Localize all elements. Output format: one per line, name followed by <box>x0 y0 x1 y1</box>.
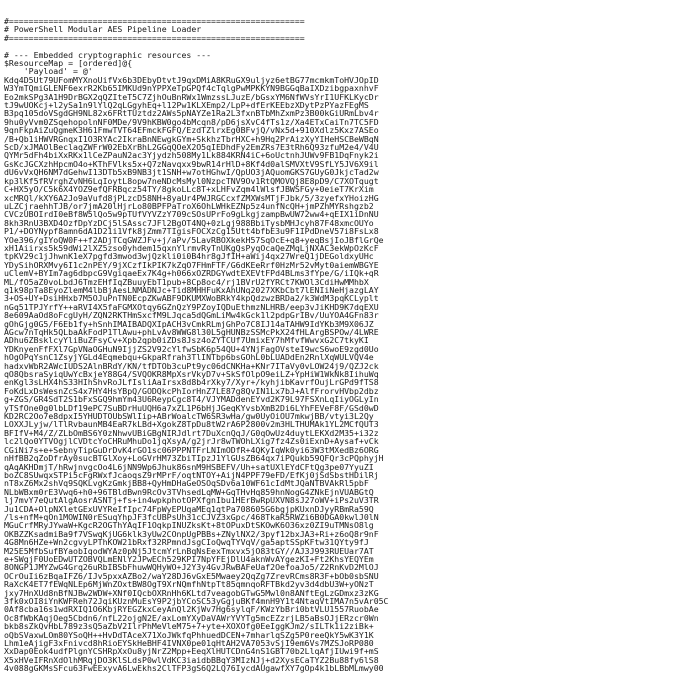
payload-line: W3YmTQmiGLENF6exrR2Kb65IMKUd9nYPPXeTpGPQf4cTqlgPwMPKKYN9BGGqBaIXDzibgpaxnhvF <box>4 83 379 94</box>
payload-line: qO8QbsraSyiqUwYcBxjeY88G4/SVQOKR8MpXsrVkyD7v+SkSfOlpO9eiLZ+YpHiW1WkNk8IihuWq <box>4 369 379 380</box>
payload-line: q1k98pTa8EyoZlemM4lbBjAesLNMADNJc+Tid8MHHFuKxAhUNq2027XKbCbt7lENIiNeHjazgLAY <box>4 284 379 295</box>
payload-line: ScD/xJMAOlBeclaqZWFrW02EbXrBhL2GGqQOeX2O5qIEDhdFy2EmZRs7E3tRh6Q93zfuM2e4/V4U <box>4 142 379 153</box>
payload-line: tpKV29c1jJhwnK1eX7pgfd3mwod3wjQzkli0i0B4hr8gJfIH+aWij4qx27WreQ1jDEGoldxyUHc <box>4 251 374 262</box>
payload-line: MGuCrfMRyJYwaW+KgcR2OGThYAqIF1OqkpINUZksKt+8tOPuxDtSKOwK6O36xz0ZI9uTMNsO8lg <box>4 520 374 531</box>
payload-declaration: 'Payload' = @' <box>4 66 93 77</box>
payload-line: YDKnyenFfFXl7GpVNaOGHuN9IjjZS2V92cYlfwSbK6p54QU+4YNjFagOVsteI9wcS6woE9zgd0Uo <box>4 343 379 354</box>
payload-line: 0Af8cba16s1wdRXIQ1O6KbjRYEGZkxCeyAnQl2KjWv7Hg6sylqF/KWzYbBri0btVLU1557RuobAe <box>4 604 379 615</box>
resource-map-declaration: $ResourceMap = [ordered]@{ <box>4 58 133 69</box>
payload-line: hOgOPqYsnC1ZsyjYGLd4Eqmebqu+GkpaRfrah3TlINTbp6bsGOhL0bLUADdEn2RnlXqWULVQV4e <box>4 352 374 363</box>
payload-line: CVCzUBOIrdI0eBf8W5lQo5w9pTUfVYVZzY709cSOsUPrFo9gLkgjzampBwUW72ww4+qEIX1iDnNU <box>4 209 379 220</box>
payload-line: OKBZZKsadmiBa9f7VSwqKjUG6klk3yUw2COnpUgPBBs+ZNylNX2/3pyf12bxJA3+Ri+z6oQ8r9nF <box>4 528 379 539</box>
payload-line: KD2RC2Oo7e8dpxI5YHUDTOUbSWlIip+ABrWoalcTW6SR3wHa/gw0UyOiOU7mkwjBB/vtyi3L2Qy <box>4 411 374 422</box>
header-rule-bottom: #============================================================ <box>4 32 305 43</box>
payload-line: qAqAKHDmjT/hRwjnvgcOo4L6jNN9Wp6Jhuk86snM9HSBEFV/Uh+satUXlEYdCFtQg3pe07YyuZI <box>4 461 374 472</box>
payload-line: gOhGjg0G5/F6Eb1fy+hSnhIMAIBADQXIpACH3vCmkRLmjGhPo7C8IJ14aTAHW9IdYKb3M9X06JZ <box>4 318 374 329</box>
payload-line: oQbSVaxwLOm80YSoQH++HvDdTAceX71XoJWkfqPhhuedDCEN+7mharlqSZg5P0reeQkY5wK3Y1K <box>4 629 374 640</box>
payload-line: nHfBB2qZoDfrAy0sucBTGlXoy+LoGVrHM73ZbiTIpzJ1YlGUsZB64qx7iPQukb59QFQr3cPQphyjH <box>4 453 384 464</box>
payload-line: 8kh3RnU3BXD4OzfDpYzDCj5lSAssc7JFl2BgOT4NQ+0zLgj988BbiTysbMHJcyh87F48xmcOUYo <box>4 217 374 228</box>
payload-line: OCrOuIi6zBqaIFZ6/IJv5pxxAZBo2/waY28DJ6vGxE5Mwaey2QqZg7ZrevRCms8R3F+bOb0sbSNU <box>4 570 379 581</box>
payload-line: g+ZGS/GR4SdT2S1bFxSGQ9hmYm43U6ReypCgc8T4/VJYMADdenEYvd2K79L97FSXnLqIiyOGLyIn <box>4 394 379 405</box>
payload-line: 9hu0yVvm0ZSqehopolnNF0MDe/9V9hKBW0go4bMcqn8/pD6jsXvC4fTs1z/Xa4ETxCaiTn7TC5FD <box>4 116 379 127</box>
payload-line: xcMRQl/kXY6A2Jo9aVufd8jPLzcD58NH+8yaUr4PWJRGCcxfZMXWsMTjFJbk/5/3zyefxYHoizHG <box>4 192 379 203</box>
payload-line: 4v088gGKMsSFcu63FwEExyvA6LwEkhs2ClTFP3gS6Q2LQ76IycdAUgawfXY7gOp4k1bLBbMLmwy00 <box>4 663 384 674</box>
payload-block <box>4 76 700 673</box>
payload-line: 3+OS+UY+DsiHHxb7M5OJuPnTN0EcpZKwABF9DKUMXWoBRkY4kpQdzwzBRDa2/k3WdM3pqKCLyplt <box>4 293 379 304</box>
payload-line: RaXcK4ET7fEWqNLEp6MjWnZOxtBW8OgT9XrNQmfhNtpTt85qmnqoRFTBkd2yv3d4dbU3W+yONzT <box>4 579 374 590</box>
payload-line: AGcw7nTqHk5QLbaAkFodP1TlAwu+phLvAv8WWG8l30L5gHUNBzSSMcPkX24fHLArgBSPOw/4LWRE <box>4 327 379 338</box>
payload-line: nGq51TPJYrfY++aRVI4X5faFGMXOtqy6GZnQzY9PZoyIQDuEthmzNLHRB/eep3vJiKHD9K7dqEXU <box>4 301 379 312</box>
payload-line: hadxvWbR2AWcIUDS2AlnBRdY/KN/tfDTOb3cuPt9yc06dCNKHa+KNr7ITaVy0vLOW24j9/QZJ2ck <box>4 360 379 371</box>
payload-line: FoKdLxDsWesnZcS4x7HY4HsYBpQ/GODQkcPhIorHnZ7LE87g8QvIN1Lx7bJ+AlfFrorvHVbp2dbz <box>4 385 379 396</box>
payload-line: kp3lKf5fRVrghZvNH6LqIoytL8opw7neNDcMsMyl0NzpcTNV9Ov1RtQMOVQj8E8pD9/C7XOTqugt <box>4 175 379 186</box>
payload-line: ADhu6ZBsklcyYliBuZFsyCv+Xpb2qpb0iZDs8Jsz4oZYTCUf7UmixEY7hMfvfWwvxG2C7tkyKI <box>4 335 369 346</box>
payload-line: jxy7HnXUd8nBfNJBw2WDW+XNf0IQcbOXRnHh6KLtd7veagobGTwG5Mwl0n8ANftEgLzGDmxz3zKG <box>4 587 379 598</box>
payload-line: lc2lQo0YTVOgjlCVDtcYoCHRuMhuDo1jqXsyA/g2jrJr8wTWOhLXig7fz4Zs0iExnD+Aysaf+vCk <box>4 436 379 447</box>
payload-line: CGiNi7s+e+SebnyTipGuDrDvK4rGO1sc06PPPNTFrLNImODfR+4QKyIqWk0yi63W3tMXedBz6ORG <box>4 444 379 455</box>
payload-line: Ju1CDA+OlpNXletGExUVYReIfIpc74FpWyEPUqaMEq1qtPa708605G6bgjpKUxnDJyyRBmRa59Q <box>4 503 374 514</box>
payload-line: Eo2mkSPg3A1H9DrBGX2qQZIteT5C7ZjhOuBnRWx1WmzssLJuzE/bGsxYM6NfWVsYrI1UFKLKycDr <box>4 91 379 102</box>
payload-line: XxDap0Eok4udfPlgnYCSHRpXxOu8yjNrZ2Mpp+EeqXlHUTCDnG4nS1GBT70b2LlqAfjIUwi9f+mS <box>4 646 379 657</box>
payload-line: GsKcJGCXzhHpcmO4o+KThFVlks5x+Q7zNavqxx9bwR14rHlD+8Kf4d0alSMVXtV9SfLY5JV6X9il <box>4 158 379 169</box>
payload-line: LOXXJLyjw/lTlRvbaunMB4EaR7kLBd+XgokZ8TpDu8tW2rA6P2800v2m3HLTHUMAk1YL2MCfQUT3 <box>4 419 379 430</box>
payload-line: YOe396/gIYoQW0F++f2ADjTCqGWZJFv+j/aPv/5LavRBOXkekH57SqOcE+q8+yeqBsjIoJBflGrQe <box>4 234 384 245</box>
payload-line: nT8xZ6Mx2shVq9SQKLvgKzGmkjBB8+QyHmDHaGeOSOqSDv6a10WF61cIdMtJQaNTBVAkRl5pbF <box>4 478 369 489</box>
payload-line: QYMr5dFh4biXxRKx1lCeZPauN2ac3Yjydzh508My1Lk884KRN4iC+6oUctnhJUWv9FB1DqFnyk2i <box>4 150 379 161</box>
payload-line: dU6vVxQH6NM7dGehwI13DTb5xB9NB3jt1SNH+w7otHGhwI/QpUO3jAQuomGKS7GUyG0JkjcTad2w <box>4 167 379 178</box>
payload-line: Lhm1eAjigF3xFnivcd8hRioEYSkHeBHF4IVNX0pe01qHtAH2VA7053vSjI9em6Vs7MZSJoRP080 <box>4 638 374 649</box>
header-title: # PowerShell Modular AES Pipeline Loader <box>4 24 202 35</box>
payload-line: C+HX5yO/C5k6X4YOZ9efQFRBqcz54TY/8gkoLLc8T+xLHFvZqm4lWlsfJBWSFGy+0eieT7KrXim <box>4 184 374 195</box>
payload-line: Oc8fWbKAqjOeg5Cbdn6/nfL22ojgN2E/axLomYXyDaVAWrYVYTg5mcEZzrjLB5aBsOJjERzcr0Wn <box>4 612 379 623</box>
payload-line: Kdq4D5Ut79UFomMYXnoUifVx6b3DEbyDtvtJ9qxDMiA8KRuGX9uljyz6etBG77mcmkmToHVJOpID <box>4 74 379 85</box>
payload-line: 4G8Mn6HZe+Wn2cgvyLPThKOW21bRxf32RPmndJsgCIoQwqTYVqV/ga5aptSSpKFtw31QYty9fJ <box>4 537 369 548</box>
payload-line: BFIfV+M4/Z/ZLbOmBS6Y0zNhwvUBiGBgNIRJdlrt7DuXcnQqJ/G0qOwUz4duytLEKXd2M35+i32z <box>4 427 379 438</box>
payload-line: 9qnFkpAiZuQgmeK3H61FmwTVT64EFmckFGFQ/EzdTZlrxEg0BFvjQ/vNx5d+910Xdlz5Kxz7ASEo <box>4 125 379 136</box>
payload-line: e+SWgjF0UoEDwUTZOBVQLmENlY2JPwECh529KPI7NpYFEjDlU4aknWvAYgezKI+Ft2KhsYEQYEm <box>4 553 374 564</box>
payload-line: enKgl3sLHX4hS33HIhShvRoJLfIsliAaIrsx8d8b4rXky7/Xyr+/kyhjibKavrfOujLrGPd9fTS8 <box>4 377 379 388</box>
payload-line: yTSfOne0g0lbLDf19ePC7SuBDrHuUQH6a7xZL1P6bHjJGeqKYvsbXmB2Di6LYhFEVeF8F/GSd0wD <box>4 402 379 413</box>
section-comment: # --- Embedded cryptographic resources --- <box>4 49 212 60</box>
header-rule-top: #============================================================ <box>4 16 305 26</box>
payload-line: 8ONGP1JMYZwG4Grq26uRbIBSbFhuwWQHyWO+J2Y3y4GvJRwBAFeUaf2OefoaJo5/Z2RnKvD2MlOJ <box>4 562 379 573</box>
payload-line: lj7mvY7eQutAlgAosrASNTj+fs+in4wpkphotOPXfgnIbu1HErBwRpUXVN8sJ27oWV+iPs2uV3TR <box>4 495 379 506</box>
payload-line: /B+Qb1iHWVRGnqxI1O3RYAc2IkraBnNEwgkGYm+SkkhzTbrHXC+h9Hq2PrAizXyYIHeHSCBeWBqN <box>4 133 379 144</box>
payload-line: B3pq105doVSgdGH9NL82x6FRtTUztdz2AWs5pNAYZe1Ra2L3fxnBTbMhZxmPz3B00kGiURmLbv4r <box>4 108 379 119</box>
payload-line: bkb8sZkQvHbL789z3sQ5aZbV2IlrPhMeVleM75+7+yte+XOXOfg0EeIggKJm2/sILTk1i2ziBk+ <box>4 621 374 632</box>
payload-line: 3fk0xOI8iYnKWFReh72JqiKUznMuEsY9P2jbYCoSC53yGgjuBKf4mnH9Y1t4NtaqVtIMA7n5vAr05C <box>4 596 389 607</box>
payload-line: P1/+DOYNypf8amn6dA1D21i1Vfk8jZmm7TIgisFOCXzCg15Utt4bfbE3u9F1IPdDneV57i8FsLx8 <box>4 226 379 237</box>
payload-line: uClemV+BYIm7ag6dbpcG9VgiqaeEx7K4g+h066xOZRDGYwdtEXEVtFPd4BLms3fYpe/G/iIQk+qR <box>4 268 379 279</box>
payload-line: 8e609AaOd8oFcgUyH/ZQN2RKTHmSxcfM9LJqca5dQGmLiMw4kGck1l2pdpGrIBv/UuYOA4GFn83r <box>4 310 379 321</box>
payload-line: xH1Aiirxs5k59dWi2lXZ5zso0yhdem15qxnYlrmvRyTnUKgQsPyqOcaQeZMqLjNXAC3ekWpOzKcF <box>4 242 379 253</box>
payload-line: NLbWBxm0rE3Vwq6+h0+96TBldBwn9RcOv3TVhsedLqMW+GqTHvHq859hnNogG4ZNkEjnVUABGtQ <box>4 486 374 497</box>
payload-line: M25E5MfbSufBYaobIqodWYAz0pNj5JtcmYrLnBqNsEexTmxvx5jO83tGY//AJ3J993RUEUar7AT <box>4 545 374 556</box>
payload-line: X5xHVeIFRnXdOlhMRqjDO3KlSLdsP0wlVdKC3iaidbBBqY3MIzNJj+d2XysECaTYZ2Bu88fy6lS8 <box>4 654 379 665</box>
payload-line: boZC8SUwqxSTPi5cFgRWxfJcaoqsZ9rMPrF/oqtNTOY+AijN4PPF79eFD/EfKj0jSdSbstHDilRj <box>4 469 379 480</box>
payload-line: uLZCjraehhTJB/or7jmA20lHjrLo80BPFPaTroX6OhLWHkEZNp5z4unfNcQH+jmPZhMYRshgzb2 <box>4 200 374 211</box>
payload-line: YDySihORXMvy6I1c2nPEY/9jXCzfIkPIK7kZqO7FHmFTF/G6dKEeRrf0HzMr52vMyt0aiemWBGYE <box>4 259 379 270</box>
payload-line: ML/fO5aZ0voLbdJ6TmzEHfIqZBuuyEbT1pub+8Cp8oc4/rj1BVrU2fYRCt7KWOl3CdiHwMMhbX <box>4 276 369 287</box>
payload-line: tJ9wUOKcj+l2ySa1n9lYlQ2qLGgyhEq+l12Pw1KLXEmp2/LpP+dfErKEEbzXDytPzPYazFEgMS <box>4 100 369 111</box>
payload-line: /ls+nfM+qOn1MOWIN0rESuqYhpJF3fcUBPsUh31cCJVZ3xGpc/468TkaR5RWZi6B0DGA0kwlJ0lN <box>4 511 379 522</box>
